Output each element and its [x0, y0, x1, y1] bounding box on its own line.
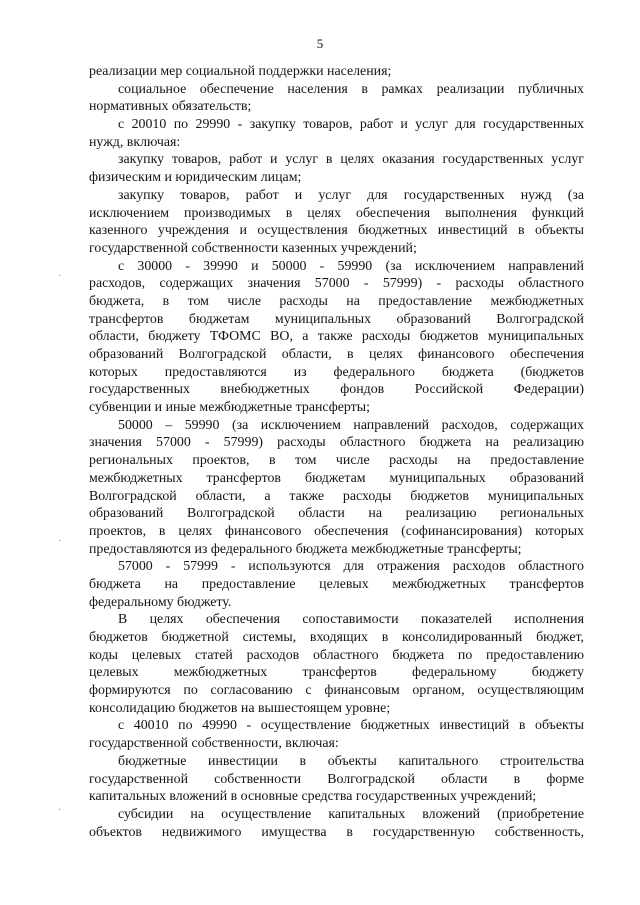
- text-line: социальное обеспечение населения в рамках реализации публичных: [118, 81, 584, 97]
- text-line: с 40010 по 49990 - осуществление бюджетных инвестиций в объекты: [118, 718, 584, 734]
- text-line: проектов, в целях финансового обеспечения (софинансирования) которых: [89, 523, 584, 539]
- text-line: бюджета, в том числе расходы на предоставление межбюджетных: [89, 293, 584, 309]
- text-line: которых предоставляются из федерального бюджета (бюджетов: [89, 364, 584, 380]
- text-line: казенного учреждения и осуществления бюджетных инвестиций в объекты: [89, 223, 584, 239]
- text-line: целевых межбюджетных трансфертов федеральному бюджету: [89, 665, 584, 681]
- text-line: субсидии на осуществление капитальных вложений (приобретение: [118, 806, 584, 822]
- margin-mark: ·: [58, 536, 62, 547]
- text-line: нормативных обязательств;: [89, 99, 252, 115]
- text-line: 57000 - 57999 - используются для отражения расходов областного: [118, 559, 584, 575]
- text-line: расходов, содержащих значения 57000 - 57999) - расходы областного: [89, 276, 584, 292]
- text-line: бюджетов бюджетной системы, входящих в консолидированный бюджет,: [89, 630, 584, 645]
- text-line: исключением производимых в целях обеспечения выполнения функций: [89, 205, 584, 221]
- text-line: коды целевых статей расходов областного бюджета по предоставлению: [89, 647, 584, 663]
- page-number: 5: [316, 36, 324, 51]
- text-line: государственной собственности, включая:: [89, 736, 339, 752]
- text-line: межбюджетных трансфертов бюджетам муниципальных образований: [89, 470, 584, 486]
- text-line: значения 57000 - 57999) расходы областного бюджета на реализацию: [89, 435, 584, 451]
- text-line: с 20010 по 29990 - закупку товаров, работ и услуг для государственных: [118, 117, 584, 133]
- text-line: с 30000 - 39990 и 50000 - 59990 (за исключением направлений: [118, 258, 584, 274]
- text-line: закупку товаров, работ и услуг в целях оказания государственных услуг: [118, 152, 584, 168]
- text-line: государственной собственности Волгоградской области в форме: [89, 771, 584, 787]
- margin-mark: ·: [58, 271, 62, 282]
- body-text: [89, 63, 584, 841]
- text-line: консолидацию бюджетов на вышестоящем уровне;: [89, 700, 391, 716]
- text-line: предоставляются из федерального бюджета межбюджетные трансферты;: [89, 541, 522, 557]
- text-line: формируются по согласованию с финансовым органом, осуществляющим: [89, 683, 584, 699]
- text-line: 50000 – 59990 (за исключением направлений расходов, содержащих: [118, 417, 584, 433]
- text-line: реализации мер социальной поддержки населения;: [89, 64, 392, 79]
- text-line: капитальных вложений в основные средства государственных учреждений;: [89, 789, 537, 805]
- text-line: трансфертов бюджетам муниципальных образований Волгоградской: [89, 311, 584, 327]
- text-line: физическим и юридическим лицам;: [89, 170, 302, 186]
- text-line: субвенции и иные межбюджетные трансферты;: [89, 400, 370, 416]
- text-line: региональных проектов, в том числе расходы на предоставление: [89, 453, 584, 469]
- text-line: В целях обеспечения сопоставимости показателей исполнения: [118, 612, 584, 628]
- margin-mark: ·: [58, 805, 62, 816]
- text-line: области, бюджету ТФОМС ВО, а также расходы бюджетов муниципальных: [89, 329, 584, 345]
- text-line: закупку товаров, работ и услуг для государственных нужд (за: [118, 187, 584, 203]
- text-line: объектов недвижимого имущества в государственную собственность,: [89, 824, 584, 840]
- text-line: образований Волгоградской области на реализацию региональных: [89, 506, 584, 522]
- text-line: федеральному бюджету.: [89, 594, 232, 610]
- text-line: государственной собственности казенных учреждений;: [89, 240, 417, 256]
- text-line: бюджетные инвестиции в объекты капитального строительства: [118, 753, 584, 769]
- text-line: образований Волгоградской области, в целях финансового обеспечения: [89, 347, 584, 362]
- text-line: бюджета на предоставление целевых межбюджетных трансфертов: [89, 576, 584, 592]
- text-line: государственных внебюджетных фондов Российской Федерации): [89, 382, 584, 398]
- text-line: Волгоградской области, а также расходы бюджетов муниципальных: [89, 488, 584, 504]
- text-line: нужд, включая:: [89, 134, 181, 150]
